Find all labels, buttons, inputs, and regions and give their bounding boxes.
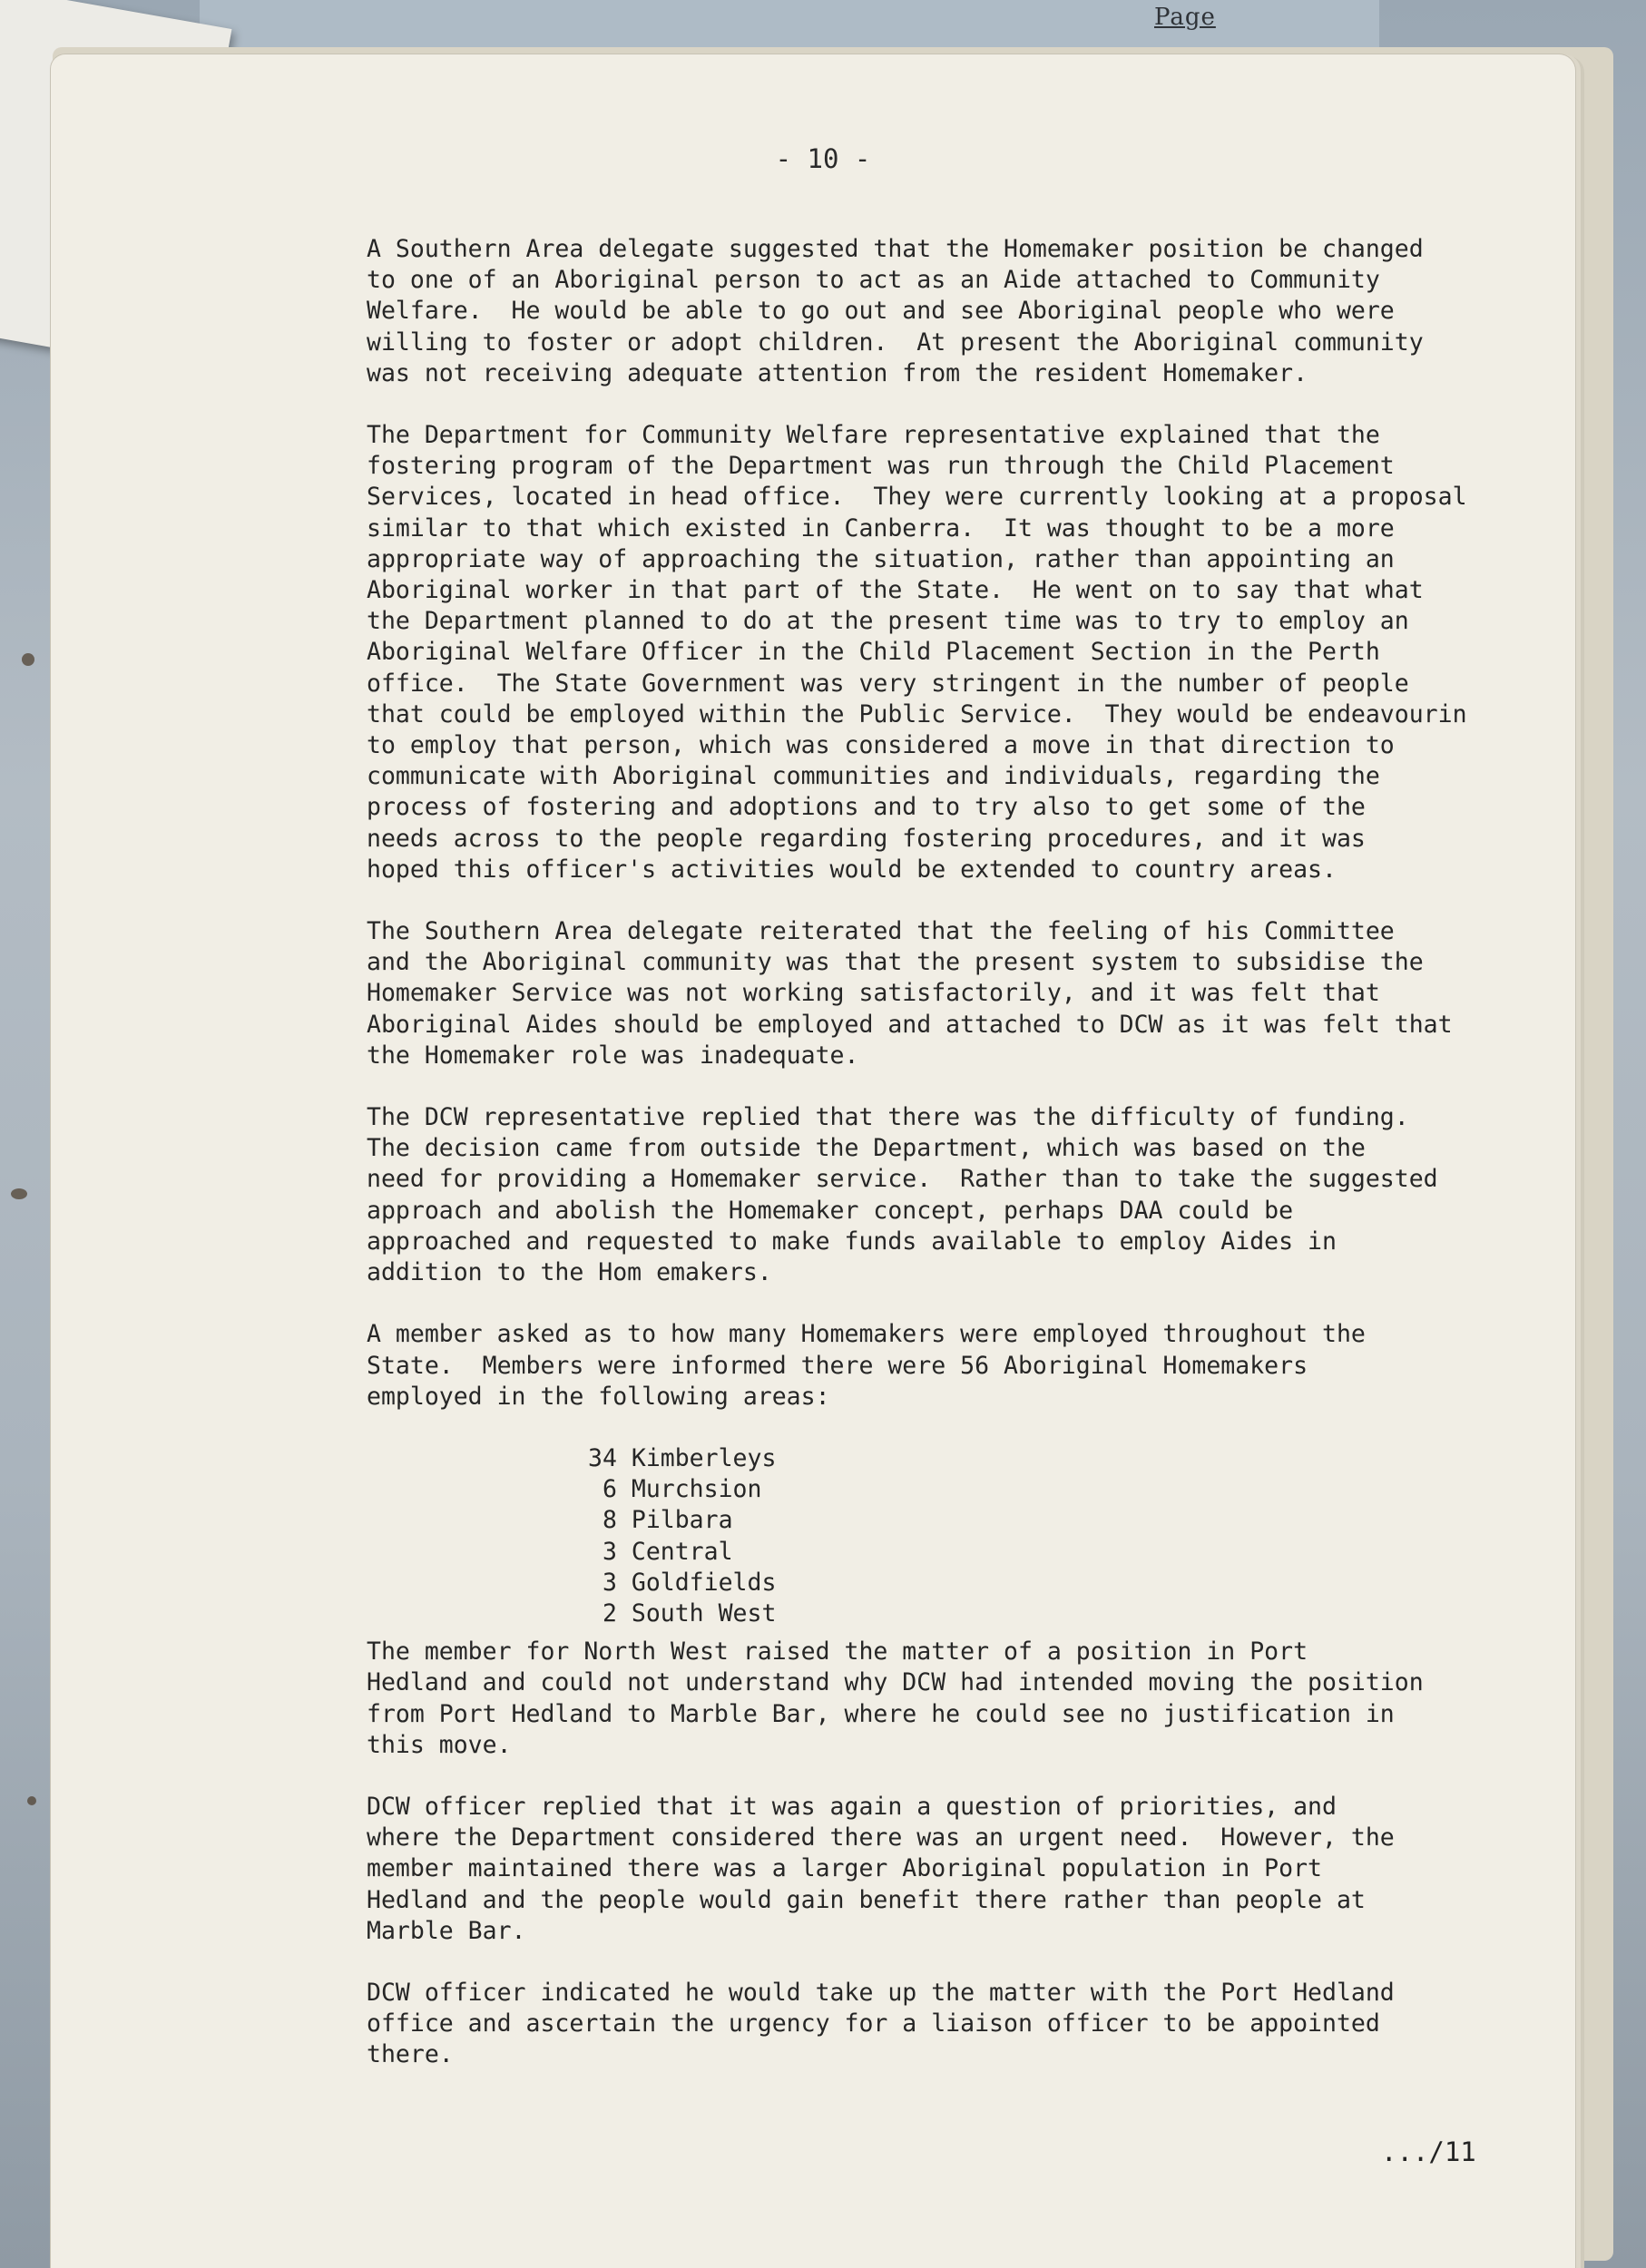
list-item: 6 Murchsion — [588, 1475, 762, 1504]
list-item: 34 Kimberleys — [588, 1443, 777, 1472]
list-item: 8 Pilbara — [588, 1506, 733, 1535]
stain-mark — [22, 653, 34, 666]
paragraph-liaison-officer: DCW officer indicated he would take up the matter with the Port Hedland office and ascertain the urgency for a liaison officer to be appointed there. — [367, 1978, 1395, 2069]
page-number: - 10 - — [775, 143, 871, 174]
list-item: 2 South West — [588, 1598, 777, 1628]
list-item: 3 Central — [588, 1537, 733, 1566]
continuation-marker: .../11 — [1381, 2136, 1476, 2167]
paragraph-funding: The DCW representative replied that there was the difficulty of funding. The decision came from outside the Department, which was based on the need for providing a Homemaker service. Rather than to take the suggested approach and abolish the Homemaker concept, perhaps DAA could be approached and requested to make funds available to employ Aides in addition to the Hom emakers. — [367, 1103, 1438, 1287]
paragraph-port-hedland: The member for North West raised the matter of a position in Port Hedland and could not understand why DCW had intended moving the position from Port Hedland to Marble Bar, where he could see no justification in this move. — [367, 1637, 1424, 1759]
list-item: 3 Goldfields — [588, 1568, 777, 1597]
paragraph-homemaker-count: A member asked as to how many Homemakers were employed throughout the State. Members were informed there were 56 Aboriginal Homemakers employed in the following areas: — [367, 1320, 1366, 1411]
page-tab-label: Page — [1154, 4, 1216, 31]
paragraph-dcw-fostering: The Department for Community Welfare representative explained that the fostering program of the Department was run through the Child Placement Services, located in head office. They were currently looking at a proposal similar to that which existed in Canberra. It was thought to be a more appropriate way of approaching the situation, rather than appointing an Aboriginal worker in that part of the State. He went on to say that what the Department planned to do at the present time was to try to employ an Aboriginal Welfare Officer in the Child Placement Section in the Perth office. The State Government was very stringent in the number of people that could be employed within the Public Service. They would be endeavourin to employ that person, which was considered a move in that direction to communicate with Aboriginal communities and individuals, regarding the process of fostering and adoptions and to try also to get some of the needs across to the people regarding fostering procedures, and it was hoped this officer's activities would be extended to country areas. — [367, 421, 1467, 884]
areas-list — [367, 1443, 1537, 1629]
document-body — [367, 234, 1537, 2102]
stain-mark — [27, 1796, 36, 1805]
paragraph-priorities: DCW officer replied that it was again a question of priorities, and where the Department considered there was an urgent need. However, the member maintained there was a larger Aboriginal population in Port Hedland and the people would gain benefit there rather than people at Marble Bar. — [367, 1792, 1395, 1945]
paragraph-homemaker-aide: A Southern Area delegate suggested that the Homemaker position be changed to one of an Aboriginal person to act as an Aide attached to Community Welfare. He would be able to go out and see Aboriginal people who were willing to foster or adopt children. At present the Aboriginal community was not receiving adequate attention from the resident Homemaker. — [367, 235, 1424, 387]
stain-mark — [11, 1188, 27, 1199]
paragraph-southern-delegate: The Southern Area delegate reiterated that the feeling of his Committee and the Aboriginal community was that the present system to subsidise the Homemaker Service was not working satisfactorily, and it was felt that Aboriginal Aides should be employed and attached to DCW as it was felt that the Homemaker role was inadequate. — [367, 917, 1453, 1070]
